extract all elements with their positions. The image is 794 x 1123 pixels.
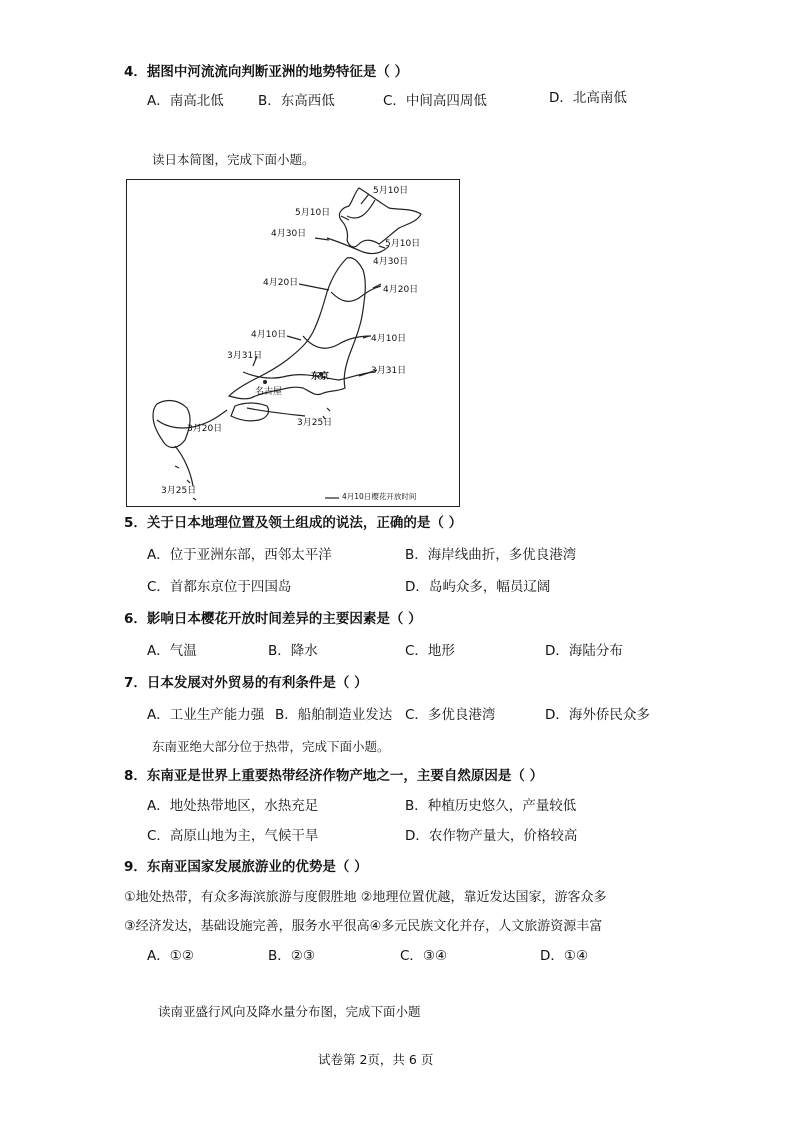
q4-option-a: A．南高北低 [147,93,224,109]
map-label-3-25-b: 3月25日 [161,486,197,496]
map-label-3-31-b: 3月31日 [371,366,407,376]
q7-option-d: D．海外侨民众多 [545,707,650,723]
q7-stem: 7．日本发展对外贸易的有利条件是（ ） [124,675,368,691]
japan-intro: 读日本简图，完成下面小题。 [152,152,315,167]
q5-option-d: D．岛屿众多，幅员辽阔 [405,579,551,595]
q6-option-b: B．降水 [268,643,318,659]
nagoya-marker [263,380,267,384]
japan-map [126,179,460,507]
kyushu-outline [153,401,190,448]
q7-option-c: C．多优良港湾 [405,707,496,723]
q8-option-a: A．地处热带地区，水热充足 [147,798,319,814]
map-legend: 4月10日樱花开放时间 [342,492,417,501]
q9-line-2: ③经济发达，基础设施完善，服务水平很高④多元民族文化并存，人文旅游资源丰富 [124,919,603,934]
isoline-3-25-b [175,446,193,486]
q5-option-b: B．海岸线曲折，多优良港湾 [405,547,577,563]
q5-stem: 5．关于日本地理位置及领土组成的说法，正确的是（ ） [124,515,463,531]
q8-option-b: B．种植历史悠久，产量较低 [405,798,577,814]
isoline-3-31 [243,372,373,380]
map-label-4-10-a: 4月10日 [251,330,287,340]
shikoku-outline [231,403,269,421]
map-label-4-20-b: 4月20日 [383,285,419,295]
q8-stem: 8．东南亚是世界上重要热带经济作物产地之一，主要自然原因是（ ） [124,768,544,784]
q4-stem: 4．据图中河流流向判断亚洲的地势特征是（ ） [124,64,409,80]
q8-option-c: C．高原山地为主，气候干旱 [147,828,319,844]
q7-option-b: B．船舶制造业发达 [275,707,393,723]
map-label-5-10-c: 5月10日 [385,239,421,249]
map-label-tokyo: 东京 [311,372,330,382]
map-label-4-20-a: 4月20日 [263,278,299,288]
q6-option-c: C．地形 [405,643,455,659]
map-label-4-10-b: 4月10日 [371,334,407,344]
q9-option-d: D．①④ [540,948,589,964]
map-label-nagoya: 名古屋 [255,387,283,397]
q9-option-c: C．③④ [400,948,448,964]
map-label-5-10-a: 5月10日 [373,186,409,196]
map-label-3-20: 3月20日 [187,424,223,434]
south-asia-intro: 读南亚盛行风向及降水量分布图，完成下面小题 [158,1004,421,1019]
q4-option-b: B．东高西低 [258,93,335,109]
page-footer: 试卷第 2页，共 6 页 [318,1052,434,1067]
q9-option-b: B．②③ [268,948,315,964]
map-label-5-10-b: 5月10日 [295,208,331,218]
q8-option-d: D．农作物产量大，价格较高 [405,828,578,844]
map-label-4-30-b: 4月30日 [373,257,409,267]
map-label-4-30-a: 4月30日 [271,229,307,239]
q5-option-c: C．首都东京位于四国岛 [147,579,292,595]
q6-option-d: D．海陆分布 [545,643,623,659]
q9-stem: 9．东南亚国家发展旅游业的优势是（ ） [124,859,368,875]
q4-option-d: D．北高南低 [549,90,627,106]
q4-option-c: C．中间高四周低 [383,93,487,109]
map-label-3-25-a: 3月25日 [297,418,333,428]
isoline-4-10 [303,336,371,348]
q6-stem: 6．影响日本樱花开放时间差异的主要因素是（ ） [124,611,422,627]
q9-option-a: A．①② [147,948,194,964]
q7-option-a: A．工业生产能力强 [147,707,265,723]
southeast-asia-intro: 东南亚绝大部分位于热带，完成下面小题。 [152,739,390,754]
q6-option-a: A．气温 [147,643,197,659]
q5-option-a: A．位于亚洲东部，西邻太平洋 [147,547,332,563]
q9-line-1: ①地处热带，有众多海滨旅游与度假胜地 ②地理位置优越，靠近发达国家，游客众多 [124,890,607,905]
map-label-3-31-a: 3月31日 [227,351,263,361]
isoline-3-25-a [247,408,305,416]
